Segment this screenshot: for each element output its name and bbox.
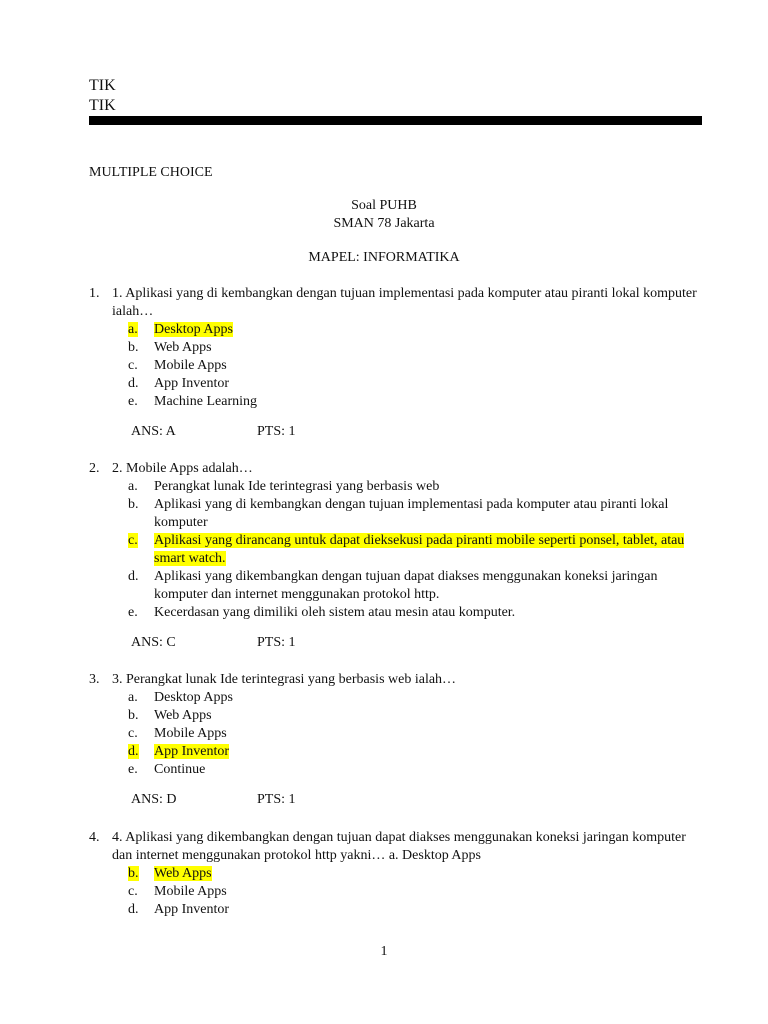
option-text: Desktop Apps bbox=[154, 322, 233, 337]
option-text: Mobile Apps bbox=[154, 726, 227, 741]
option-b bbox=[128, 496, 701, 532]
option-letter: b. bbox=[128, 340, 139, 355]
option-c bbox=[128, 532, 701, 568]
section-title: MULTIPLE CHOICE bbox=[89, 165, 213, 180]
question-text: 2. Mobile Apps adalah… bbox=[112, 461, 253, 476]
option-text: Web Apps bbox=[154, 708, 212, 723]
answer-key: ANS: D bbox=[131, 792, 177, 807]
option-text: Desktop Apps bbox=[154, 690, 233, 705]
option-text: Mobile Apps bbox=[154, 884, 227, 899]
option-text: App Inventor bbox=[154, 376, 230, 391]
question-text: 3. Perangkat lunak Ide terintegrasi yang berbasis web ialah… bbox=[112, 672, 457, 687]
option-e bbox=[128, 604, 701, 622]
options-list bbox=[89, 865, 701, 919]
option-a bbox=[128, 321, 701, 339]
option-text: Web Apps bbox=[154, 866, 212, 881]
header-line-2: TIK bbox=[89, 97, 116, 114]
question-number: 3. bbox=[89, 672, 100, 687]
option-text: Kecerdasan yang dimiliki oleh sistem atau mesin atau komputer. bbox=[154, 605, 516, 620]
answer-key: ANS: C bbox=[131, 635, 176, 650]
exam-title: Soal PUHB bbox=[351, 198, 417, 213]
option-letter: d. bbox=[128, 376, 139, 391]
option-text: Aplikasi yang dirancang untuk dapat dieksekusi pada piranti mobile seperti ponsel, tablet, atau smart watch. bbox=[154, 533, 685, 566]
option-letter: b. bbox=[128, 708, 139, 723]
question-number: 2. bbox=[89, 461, 100, 476]
option-letter: a. bbox=[128, 322, 138, 337]
answer-row bbox=[131, 634, 701, 652]
option-text: Perangkat lunak Ide terintegrasi yang berbasis web bbox=[154, 479, 440, 494]
option-a bbox=[128, 689, 701, 707]
option-letter: e. bbox=[128, 605, 138, 620]
school-name: SMAN 78 Jakarta bbox=[333, 216, 435, 231]
option-c bbox=[128, 725, 701, 743]
option-letter: d. bbox=[128, 569, 139, 584]
option-text: Machine Learning bbox=[154, 394, 258, 409]
points: PTS: 1 bbox=[257, 635, 296, 650]
option-e bbox=[128, 393, 701, 411]
option-d bbox=[128, 375, 701, 393]
option-d bbox=[128, 568, 701, 604]
option-letter: c. bbox=[128, 726, 138, 741]
option-letter: a. bbox=[128, 690, 138, 705]
option-a bbox=[128, 478, 701, 496]
option-c bbox=[128, 883, 701, 901]
answer-row bbox=[131, 423, 701, 441]
option-letter: e. bbox=[128, 762, 138, 777]
option-letter: c. bbox=[128, 358, 138, 373]
option-text: Aplikasi yang dikembangkan dengan tujuan dapat diakses menggunakan koneksi jaringan komputer dan internet menggunakan protokol http. bbox=[154, 569, 658, 602]
option-d bbox=[128, 743, 701, 761]
page-number: 1 bbox=[380, 944, 388, 959]
option-letter: c. bbox=[128, 884, 138, 899]
option-letter: d. bbox=[128, 744, 139, 759]
option-letter: b. bbox=[128, 497, 139, 512]
options-list bbox=[89, 478, 701, 622]
question-number: 1. bbox=[89, 286, 100, 301]
answer-row bbox=[131, 791, 701, 809]
option-d bbox=[128, 901, 701, 919]
option-text: App Inventor bbox=[154, 744, 230, 759]
option-letter: d. bbox=[128, 902, 139, 917]
option-e bbox=[128, 761, 701, 779]
question-number: 4. bbox=[89, 830, 100, 845]
option-letter: e. bbox=[128, 394, 138, 409]
option-letter: b. bbox=[128, 866, 139, 881]
question-text: 1. Aplikasi yang di kembangkan dengan tujuan implementasi pada komputer atau piranti lokal komputer ialah… bbox=[112, 286, 697, 319]
answer-key: ANS: A bbox=[131, 424, 176, 439]
option-text: Aplikasi yang di kembangkan dengan tujuan implementasi pada komputer atau piranti lokal komputer bbox=[154, 497, 669, 530]
option-b bbox=[128, 707, 701, 725]
option-text: Mobile Apps bbox=[154, 358, 227, 373]
options-list bbox=[89, 321, 701, 411]
question-3 bbox=[89, 671, 701, 809]
question-2 bbox=[89, 460, 701, 652]
question-text: 4. Aplikasi yang dikembangkan dengan tujuan dapat diakses menggunakan koneksi jaringan komputer dan internet menggunakan protokol http yakni… a. Desktop Apps bbox=[112, 830, 686, 863]
header-rule bbox=[89, 116, 702, 125]
option-letter: a. bbox=[128, 479, 138, 494]
subject-title: MAPEL: INFORMATIKA bbox=[308, 250, 460, 265]
points: PTS: 1 bbox=[257, 424, 296, 439]
points: PTS: 1 bbox=[257, 792, 296, 807]
option-b bbox=[128, 339, 701, 357]
option-letter: c. bbox=[128, 533, 138, 548]
question-1 bbox=[89, 285, 701, 441]
option-text: Continue bbox=[154, 762, 206, 777]
header-line-1: TIK bbox=[89, 77, 116, 94]
option-b bbox=[128, 865, 701, 883]
option-text: App Inventor bbox=[154, 902, 230, 917]
options-list bbox=[89, 689, 701, 779]
question-4 bbox=[89, 829, 701, 919]
option-c bbox=[128, 357, 701, 375]
option-text: Web Apps bbox=[154, 340, 212, 355]
